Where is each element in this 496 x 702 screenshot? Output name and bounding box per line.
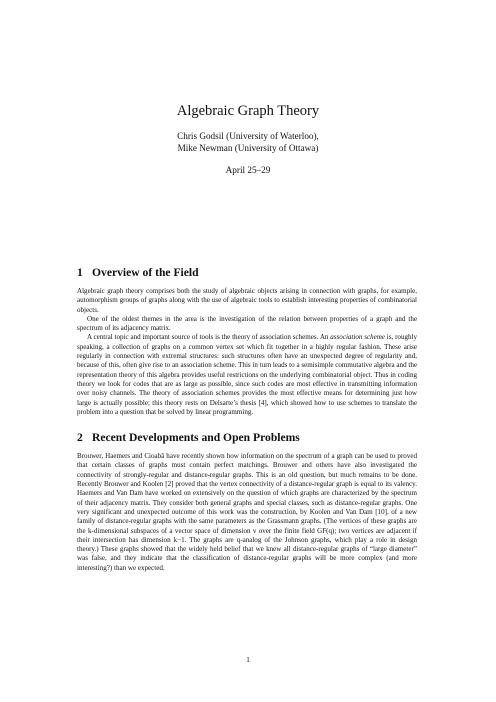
paragraph: Brouwer, Haemers and Cioabă have recently shown how information on the spectrum of a graph can be used to proved that certain classes of graphs must contain perfect matchings. Brouwer and others have also investigated the connectivity of strongly-regular and distance-regular graphs. This is an old question, but much remains to be done. Recently Brouwer and Koolen [2] proved that the vertex connectivity of a distance-regular graph is equal to its valency. Haemers and Van Dam have worked on extensively on the question of which graphs are characterized by the spectrum of their adjacency matrix. They consider both general graphs and special classes, such as distance-regular graphs. One very significant and unexpected outcome of this work was the construction, by Koolen and Van Dam [10], of a new family of distance-regular graphs with the same parameters as the Grassmann graphs. (The vertices of these graphs are the k-dimensional subspaces of a vector space of dimension v over the finite field GF(q); two vertices are adjacent if their intersection has dimension k−1. The graphs are q-analog of the Johnson graphs, which play a role in design theory.) These graphs showed that the widely held belief that we knew all distance-regular graphs of “large diameter” was false, and they indicate that the classification of distance-regular graphs will be more complex (and more interesting?) than we expected. [77, 452, 417, 572]
paragraph [77, 333, 417, 417]
paper-date: April 25–29 [225, 165, 271, 176]
paragraph-text: is, roughly speaking, a collection of graphs on a common vertex set which fit together in a highly regular fashion. These arise regularly in connection with extremal structures: such structures often have an unexpected degree of regularity and, because of this, often give rise to an association scheme. This in turn leads to a semisimple commutative algebra and the representation theory of this algebra provides useful restrictions on the underlying combinatorial object. Thus in coding theory we look for codes that are as large as possible, since such codes are most effective in transmitting information over noisy channels. The theory of association schemes provides the most effective means for determining just how large is actually possible; this theory rests on Delsarte’s thesis [4], which showed how to use schemes to translate the problem into a question that be solved by linear programming. [77, 333, 417, 416]
paragraph-text: A central topic and important source of tools is the theory of association schemes. An [87, 333, 331, 342]
author-list [0, 130, 496, 154]
title-block [0, 102, 496, 176]
section-heading [77, 431, 417, 445]
paper-body [77, 266, 417, 573]
paragraph: Algebraic graph theory comprises both the study of algebraic objects arising in connection with graphs, for example, automorphism groups of graphs along with the use of algebraic tools to establish interesting properties of combinatorial objects. [77, 287, 417, 314]
paragraph: One of the oldest themes in the area is the investigation of the relation between properties of a graph and the spectrum of its adjacency matrix. [77, 314, 417, 333]
section-title: Recent Developments and Open Problems [92, 431, 300, 445]
author-line-2: Mike Newman (University of Ottawa) [177, 143, 319, 154]
section-overview [77, 266, 417, 417]
section-number: 2 [77, 431, 83, 445]
section-number: 1 [77, 266, 83, 279]
paper-title: Algebraic Graph Theory [176, 103, 320, 119]
emphasis-term: association scheme [330, 333, 385, 342]
author-line-1: Chris Godsil (University of Waterloo), [177, 131, 319, 141]
section-title: Overview of the Field [92, 266, 199, 279]
page-number: 1 [246, 655, 250, 664]
section-heading [77, 266, 417, 280]
section-recent-developments [77, 431, 417, 573]
